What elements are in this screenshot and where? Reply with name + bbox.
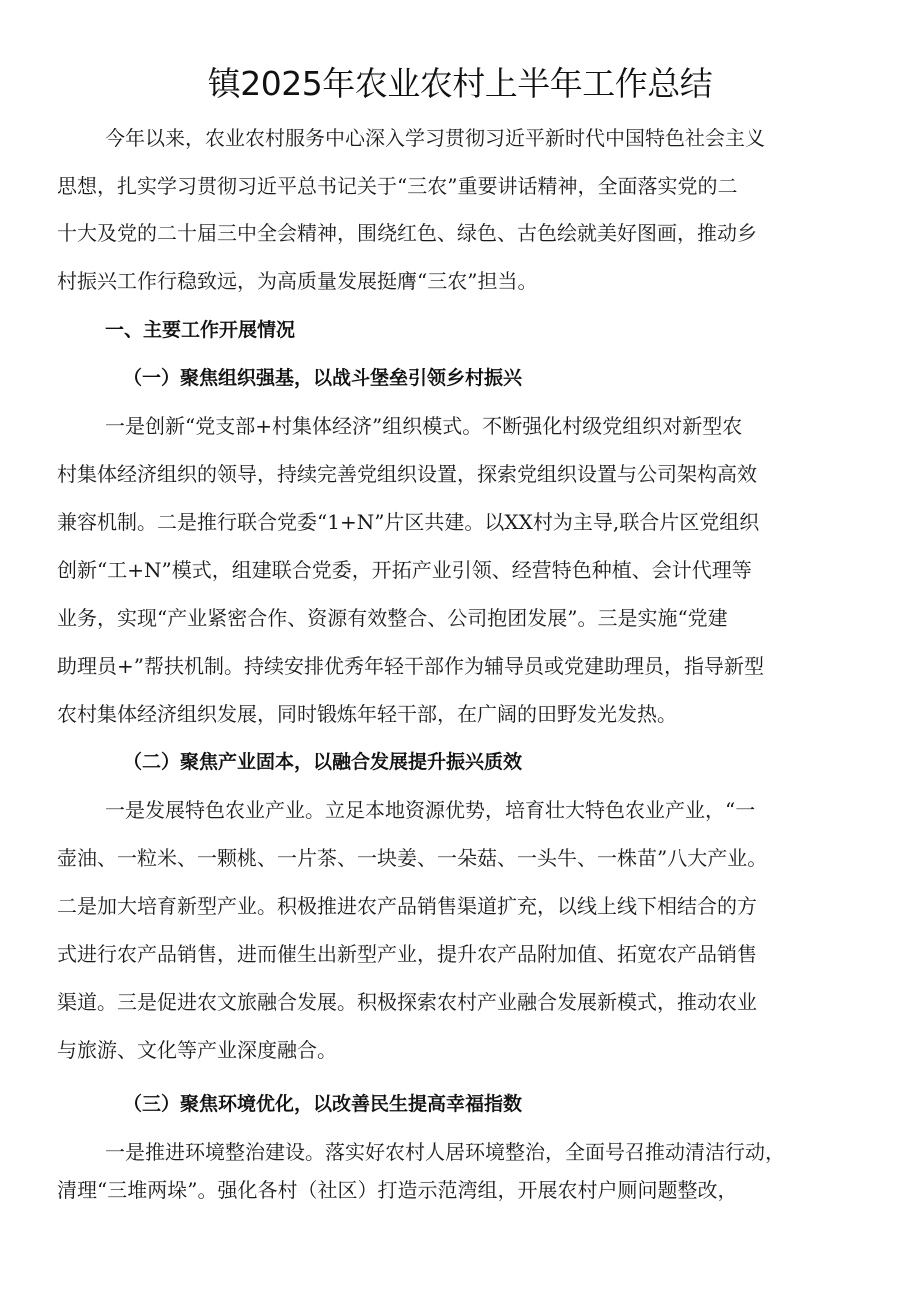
paragraph-line: 十大及党的二十届三中全会精神，围绕红色、绿色、古色绘就美好图画，推动乡	[57, 221, 757, 245]
paragraph-line: 助理员+”帮扶机制。持续安排优秀年轻干部作为辅导员或党建助理员，指导新型	[57, 654, 764, 678]
paragraph-line: 兼容机制。二是推行联合党委“1+N”片区共建。以XX村为主导,联合片区党组织	[57, 510, 760, 534]
paragraph-line: 思想，扎实学习贯彻习近平总书记关于“三农”重要讲话精神，全面落实党的二	[57, 174, 738, 198]
paragraph-line: 壶油、一粒米、一颗桃、一片茶、一块姜、一朵菇、一头牛、一株苗”八大产业。	[57, 846, 768, 870]
paragraph-line: 一是推进环境整治建设。落实好农村人居环境整治，全面号召推动清洁行动，	[105, 1140, 785, 1164]
subsection-heading: （三）聚焦环境优化，以改善民生提高幸福指数	[123, 1093, 523, 1115]
subsection-heading: （二）聚焦产业固本，以融合发展提升振兴质效	[123, 751, 523, 773]
document-title: 镇2025年农业农村上半年工作总结	[207, 64, 713, 103]
paragraph-line: 式进行农产品销售，进而催生出新型产业，提升农产品附加值、拓宽农产品销售	[57, 942, 757, 966]
section-heading: 一、主要工作开展情况	[105, 319, 296, 341]
paragraph-line: 今年以来，农业农村服务中心深入学习贯彻习近平新时代中国特色社会主义	[105, 126, 765, 150]
paragraph-line: 村集体经济组织的领导，持续完善党组织设置，探索党组织设置与公司架构高效	[57, 462, 757, 486]
paragraph-line: 二是加大培育新型产业。积极推进农产品销售渠道扩充，以线上线下相结合的方	[57, 894, 757, 918]
paragraph-line: 一是发展特色农业产业。立足本地资源优势，培育壮大特色农业产业，“一	[105, 798, 756, 822]
paragraph-line: 与旅游、文化等产业深度融合。	[57, 1038, 337, 1062]
paragraph-line: 村振兴工作行稳致远，为高质量发展挺膺“三农”担当。	[57, 269, 538, 293]
paragraph-line: 渠道。三是促进农文旅融合发展。积极探索农村产业融合发展新模式，推动农业	[57, 990, 757, 1014]
paragraph-line: 业务，实现“产业紧密合作、资源有效整合、公司抱团发展”。三是实施“党建	[57, 606, 728, 630]
subsection-heading: （一）聚焦组织强基，以战斗堡垒引领乡村振兴	[123, 367, 523, 389]
paragraph-line: 清理“三堆两垛”。强化各村（社区）打造示范湾组，开展农村户厕问题整改，	[57, 1178, 738, 1202]
paragraph-line: 农村集体经济组织发展，同时锻炼年轻干部，在广阔的田野发光发热。	[57, 702, 677, 726]
paragraph-line: 一是创新“党支部+村集体经济”组织模式。不断强化村级党组织对新型农	[105, 414, 743, 438]
paragraph-line: 创新“工+N”模式，组建联合党委，开拓产业引领、经营特色种植、会计代理等	[57, 558, 752, 582]
